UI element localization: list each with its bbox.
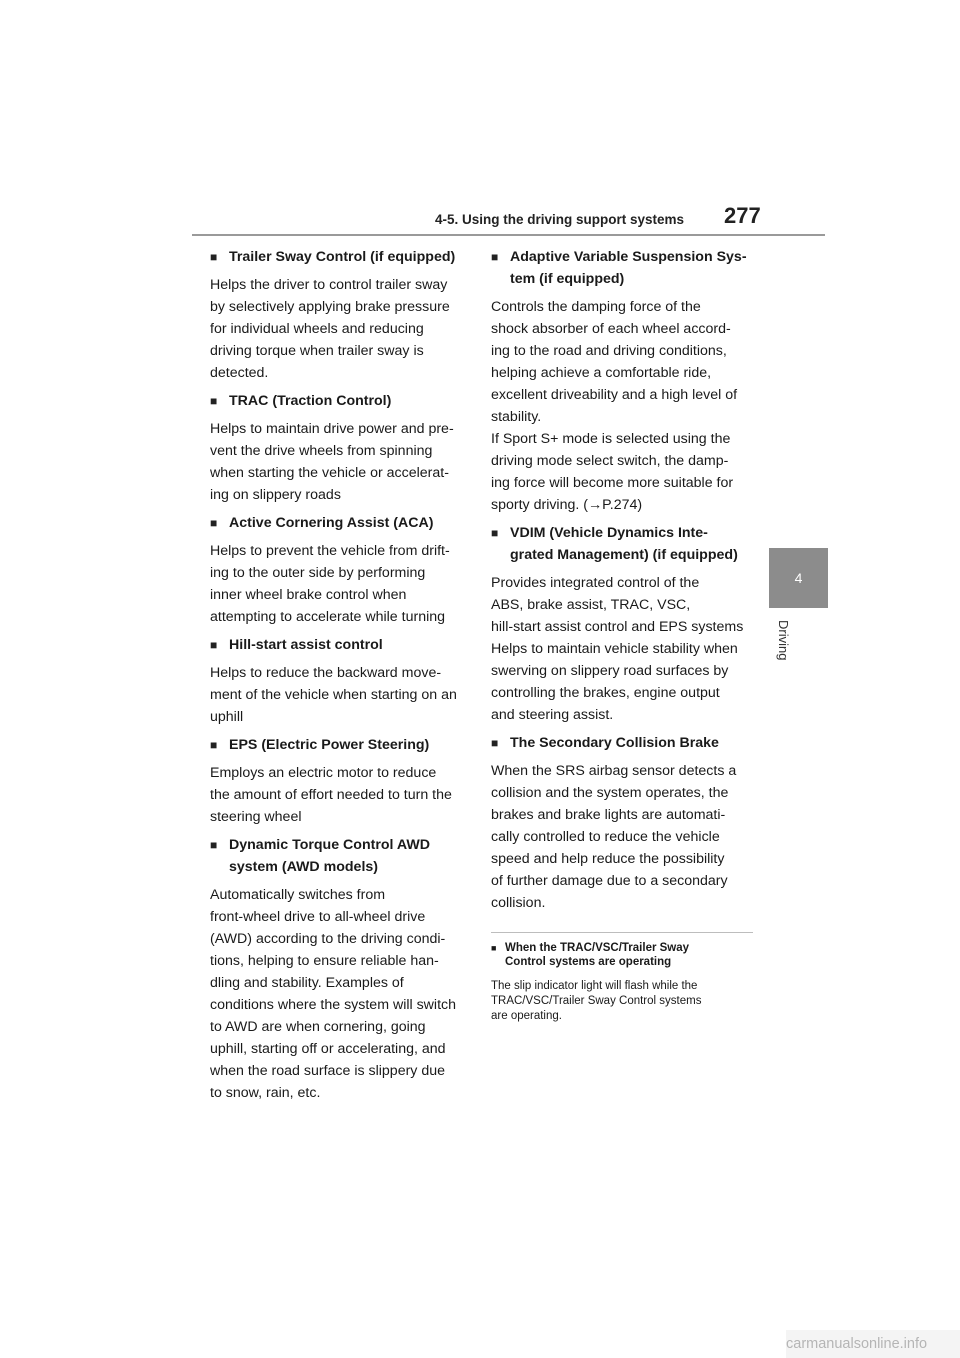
- section-text: Controls the damping force of the shock absorber of each wheel accord- ing to the road and driving conditions, helping achieve a comfortable ride, excellent driveability and a high level of stability. If Sport S+ mode is selected using the driving mode select switch, the damp- ing force will become more suitable for sporty driving. (→P.274): [491, 299, 738, 513]
- section-heading: ■ TRAC (Traction Control): [210, 390, 468, 412]
- section-heading: ■ Hill-start assist control: [210, 634, 468, 656]
- section-heading: ■ EPS (Electric Power Steering): [210, 734, 468, 756]
- square-bullet-icon: ■: [491, 250, 499, 264]
- section-text: When the SRS airbag sensor detects a collision and the system operates, the brakes and brake lights are automati- cally controlled to reduce the vehicle speed and help reduce the possibility of further damage due to a secondary collision.: [491, 763, 737, 911]
- chapter-tab[interactable]: 4: [769, 548, 828, 608]
- section-text: Automatically switches from front-wheel drive to all-wheel drive (AWD) according to the driving condi- tions, helping to ensure reliable han- dling and stability. Examples of conditions where the system will switch to AWD are when cornering, going uphill, starting off or accelerating, and when the road surface is slippery due to snow, rain, etc.: [210, 887, 457, 1101]
- note-text: The slip indicator light will flash while the TRAC/VSC/Trailer Sway Control systems are operating.: [491, 980, 702, 1022]
- section-heading: ■ Adaptive Variable Suspension Sys- tem (if equipped): [491, 246, 753, 290]
- square-bullet-icon: ■: [210, 394, 218, 408]
- section-adaptive-suspension: [491, 246, 753, 516]
- square-bullet-icon: ■: [491, 736, 499, 750]
- section-text: Employs an electric motor to reduce the amount of effort needed to turn the steering wheel: [210, 765, 452, 825]
- section-vdim: [491, 522, 753, 726]
- square-bullet-icon: ■: [491, 943, 497, 953]
- section-trac: [210, 390, 468, 506]
- section-text: Helps to reduce the backward move- ment of the vehicle when starting on an uphill: [210, 665, 457, 725]
- section-heading: ■ VDIM (Vehicle Dynamics Inte- grated Management) (if equipped): [491, 522, 753, 566]
- section-secondary-collision: [491, 732, 753, 914]
- square-bullet-icon: ■: [210, 638, 218, 652]
- section-text: Helps the driver to control trailer sway by selectively applying brake pressure for individual wheels and reducing driving torque when trailer sway is detected.: [210, 277, 450, 381]
- section-heading: ■ Trailer Sway Control (if equipped): [210, 246, 468, 268]
- section-hill-start: [210, 634, 468, 728]
- watermark-text: carmanualsonline.info: [786, 1336, 928, 1352]
- section-eps: [210, 734, 468, 828]
- section-dynamic-torque: [210, 834, 468, 1104]
- section-title: 4-5. Using the driving support systems: [434, 212, 684, 227]
- section-text: Helps to maintain drive power and pre- vent the drive wheels from spinning when starting the vehicle or accelerat- ing on slippery roads: [210, 421, 454, 503]
- section-text: Provides integrated control of the ABS, brake assist, TRAC, VSC, hill-start assist control and EPS systems Helps to maintain vehicle stability when swerving on slippery road surfaces by controlling the brakes, engine output and steering assist.: [491, 575, 744, 723]
- square-bullet-icon: ■: [210, 838, 218, 852]
- watermark: [786, 1330, 960, 1358]
- square-bullet-icon: ■: [491, 526, 499, 540]
- section-text: Helps to prevent the vehicle from drift- ing to the outer side by performing inner wheel brake control when attempting to accelerate while turning: [210, 543, 450, 625]
- section-heading: ■ Dynamic Torque Control AWD system (AWD models): [210, 834, 468, 878]
- section-heading: ■ Active Cornering Assist (ACA): [210, 512, 468, 534]
- square-bullet-icon: ■: [210, 516, 218, 530]
- header-divider: [192, 234, 825, 236]
- section-aca: [210, 512, 468, 628]
- square-bullet-icon: ■: [210, 738, 218, 752]
- square-bullet-icon: ■: [210, 250, 218, 264]
- section-trailer-sway: [210, 246, 468, 384]
- note-heading: ■ When the TRAC/VSC/Trailer Sway Control systems are operating: [491, 942, 690, 968]
- chapter-label: Driving: [776, 620, 791, 661]
- left-column: [210, 240, 468, 1104]
- section-heading: ■ The Secondary Collision Brake: [491, 732, 753, 754]
- page-number: 277: [724, 203, 761, 228]
- note-block: [491, 941, 753, 1024]
- note-divider: [491, 932, 753, 933]
- right-column: [491, 240, 753, 1024]
